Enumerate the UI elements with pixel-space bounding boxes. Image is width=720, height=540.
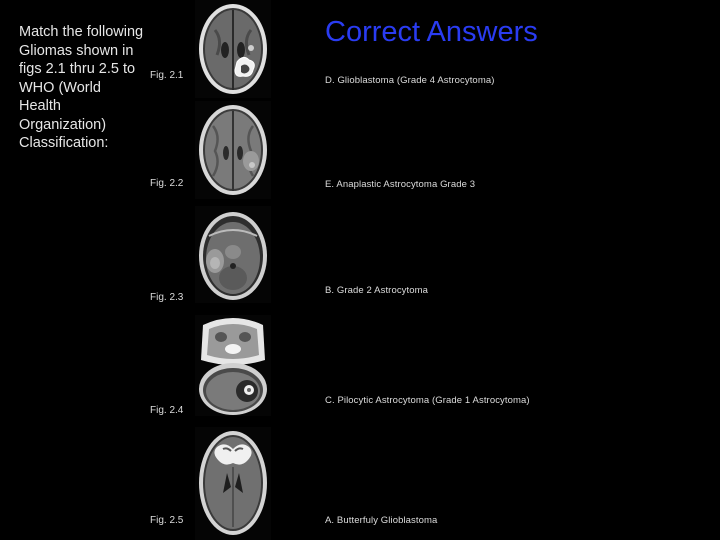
mri-image-fig-2-4	[195, 315, 271, 416]
answer-fig-2-3: B. Grade 2 Astrocytoma	[325, 285, 429, 296]
answer-fig-2-1: D. Glioblastoma (Grade 4 Astrocytoma)	[325, 75, 495, 86]
mri-image-fig-2-1	[195, 0, 271, 98]
answer-fig-2-2: E. Anaplastic Astrocytoma Grade 3	[325, 179, 476, 190]
mri-image-fig-2-5	[195, 427, 271, 540]
figure-label-2-1: Fig. 2.1	[150, 70, 184, 81]
answer-fig-2-5: A. Butterfuly Glioblastoma	[325, 515, 438, 526]
mri-image-fig-2-3	[195, 206, 271, 303]
figure-label-2-2: Fig. 2.2	[150, 178, 184, 189]
mri-image-fig-2-2	[195, 101, 271, 199]
figure-label-2-3: Fig. 2.3	[150, 292, 184, 303]
figure-label-2-4: Fig. 2.4	[150, 405, 184, 416]
intro-text: Match the following Gliomas shown in figs 2.1 thru 2.5 to WHO (World Health Organization) Classification:	[19, 24, 144, 151]
answer-fig-2-4: C. Pilocytic Astrocytoma (Grade 1 Astrocytoma)	[325, 395, 530, 406]
figure-label-2-5: Fig. 2.5	[150, 515, 184, 526]
page-title: Correct Answers	[325, 16, 538, 48]
